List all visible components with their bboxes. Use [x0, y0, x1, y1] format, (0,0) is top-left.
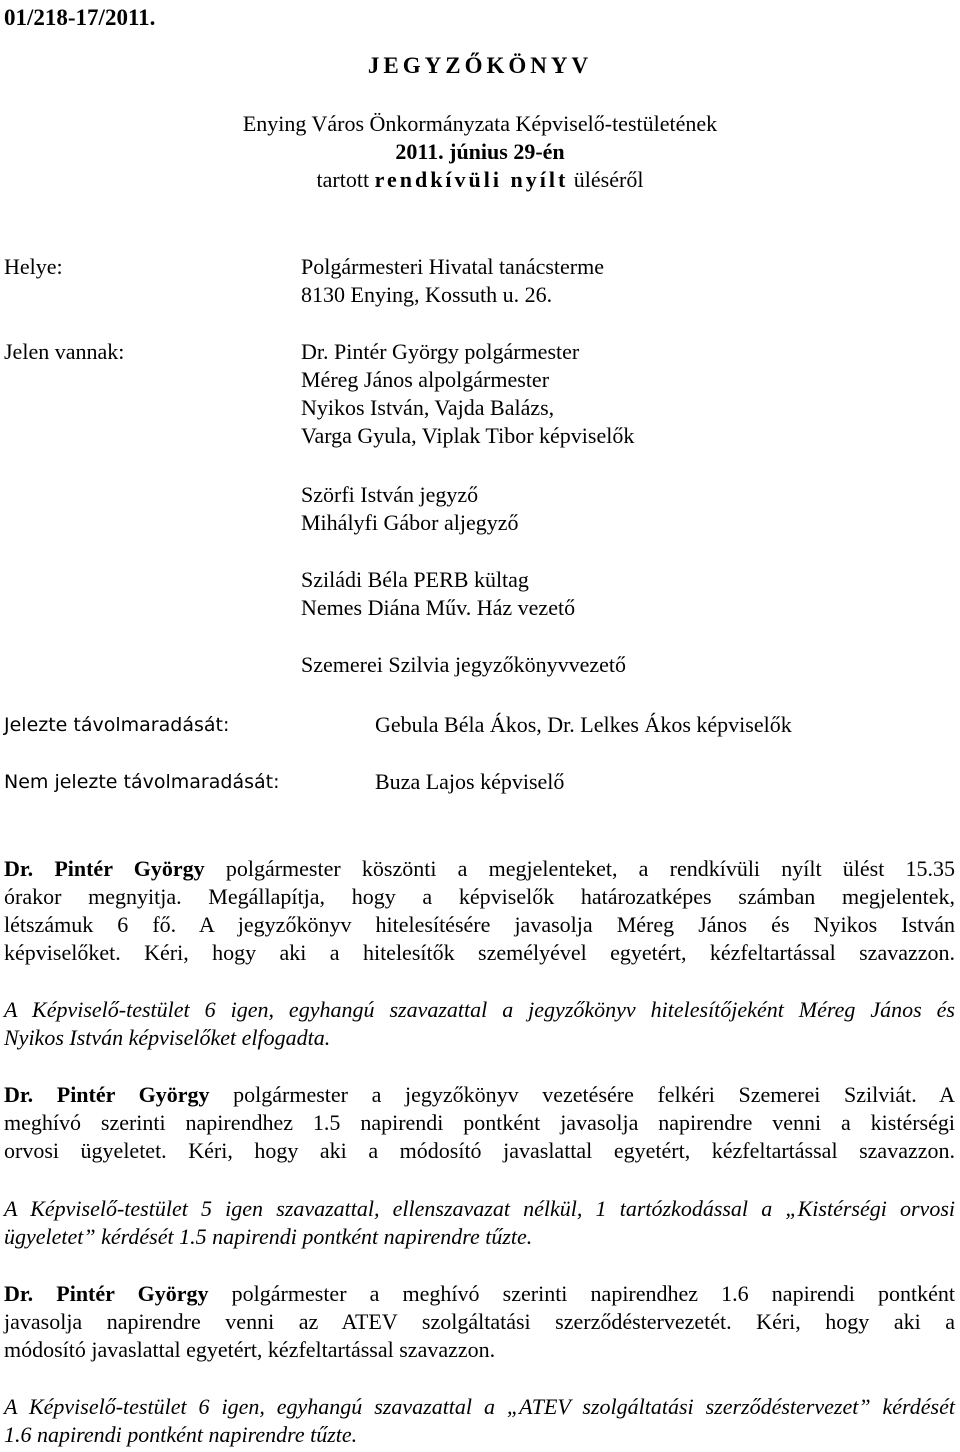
resolution-line: A Képviselő-testület 5 igen szavazattal, ellenszavazat nélkül, 1 tartózkodással a „Kistérségi orvosi — [4, 1196, 955, 1221]
excused-absence-label: Jelezte távolmaradását: — [4, 714, 230, 736]
paragraph-line: órakor megnyitja. Megállapítja, hogy a képviselők határozatképes számban megjelentek, — [4, 884, 955, 909]
attendee-line: Szemerei Szilvia jegyzőkönyvvezető — [301, 652, 626, 677]
speaker-name: Dr. Pintér György — [4, 856, 205, 881]
paragraph-line: Dr. Pintér György polgármester köszönti a megjelenteket, a rendkívüli nyílt ülést 15.35 — [4, 856, 956, 881]
attendee-line: Nyikos István, Vajda Balázs, — [301, 395, 555, 420]
speaker-name: Dr. Pintér György — [4, 1082, 210, 1107]
attendee-line: Sziládi Béla PERB kültag — [301, 567, 529, 592]
attendee-line: Nemes Diána Műv. Ház vezető — [301, 595, 576, 620]
unexcused-absence-label: Nem jelezte távolmaradását: — [4, 771, 280, 793]
document-reference: 01/218-17/2011. — [4, 5, 156, 30]
subtitle-line-3 — [0, 166, 960, 194]
paragraph-line: képviselőket. Kéri, hogy aki a hitelesítők személyével egyetért, kézfeltartással szavazzon. — [4, 940, 955, 965]
location-label: Helye: — [4, 254, 63, 279]
subtitle-suffix: üléséről — [573, 167, 644, 192]
resolution-line: A Képviselő-testület 6 igen, egyhangú szavazattal a „ATEV szolgáltatási szerződéstervezet” kérdését — [4, 1394, 955, 1419]
location-line: Polgármesteri Hivatal tanácsterme — [301, 254, 604, 279]
unexcused-absence-value: Buza Lajos képviselő — [375, 769, 565, 794]
paragraph-line: módosító javaslattal egyetért, kézfeltartással szavazzon. — [4, 1337, 496, 1362]
paragraph-line: javasolja napirendre venni az ATEV szolgáltatási szerződéstervezetét. Kéri, hogy aki a — [4, 1309, 955, 1334]
resolution-line: A Képviselő-testület 6 igen, egyhangú szavazattal a jegyzőkönyv hitelesítőjeként Méreg János és — [4, 997, 955, 1022]
subtitle-line-1: Enying Város Önkormányzata Képviselő-testületének — [242, 111, 718, 136]
attendee-line: Szörfi István jegyző — [301, 482, 479, 507]
excused-absence-value: Gebula Béla Ákos, Dr. Lelkes Ákos képviselők — [375, 712, 792, 737]
document-title: JEGYZŐKÖNYV — [367, 53, 593, 78]
resolution-line: ügyeletet” kérdését 1.5 napirendi pontként napirendre tűzte. — [4, 1224, 533, 1249]
attendee-line: Méreg János alpolgármester — [301, 367, 550, 392]
resolution-line: Nyikos István képviselőket elfogadta. — [4, 1025, 331, 1050]
session-type: rendkívüli nyílt — [374, 167, 569, 192]
attendee-line: Mihályfi Gábor aljegyző — [301, 510, 519, 535]
speaker-name: Dr. Pintér György — [4, 1281, 209, 1306]
paragraph-line: Dr. Pintér György polgármester a meghívó szerinti napirendhez 1.6 napirendi pontként — [4, 1281, 956, 1306]
paragraph-line: létszámuk 6 fő. A jegyzőkönyv hitelesítésére javasolja Méreg János és Nyikos István — [4, 912, 955, 937]
attendee-line: Varga Gyula, Viplak Tibor képviselők — [301, 423, 635, 448]
attendee-line: Dr. Pintér György polgármester — [301, 339, 580, 364]
paragraph-line: Dr. Pintér György polgármester a jegyzőkönyv vezetésére felkéri Szemerei Szilviát. A — [4, 1082, 955, 1107]
subtitle-date: 2011. június 29-én — [395, 139, 565, 164]
location-line: 8130 Enying, Kossuth u. 26. — [301, 282, 553, 307]
subtitle-prefix: tartott — [316, 167, 370, 192]
resolution-line: 1.6 napirendi pontként napirendre tűzte. — [4, 1422, 358, 1447]
paragraph-line: orvosi ügyeletet. Kéri, hogy aki a módosító javaslattal egyetért, kézfeltartással szavazzon. — [4, 1138, 955, 1163]
attendees-label: Jelen vannak: — [4, 339, 125, 364]
paragraph-line: meghívó szerinti napirendhez 1.5 napirendi pontként javasolja napirendre venni a kistérségi — [4, 1110, 955, 1135]
